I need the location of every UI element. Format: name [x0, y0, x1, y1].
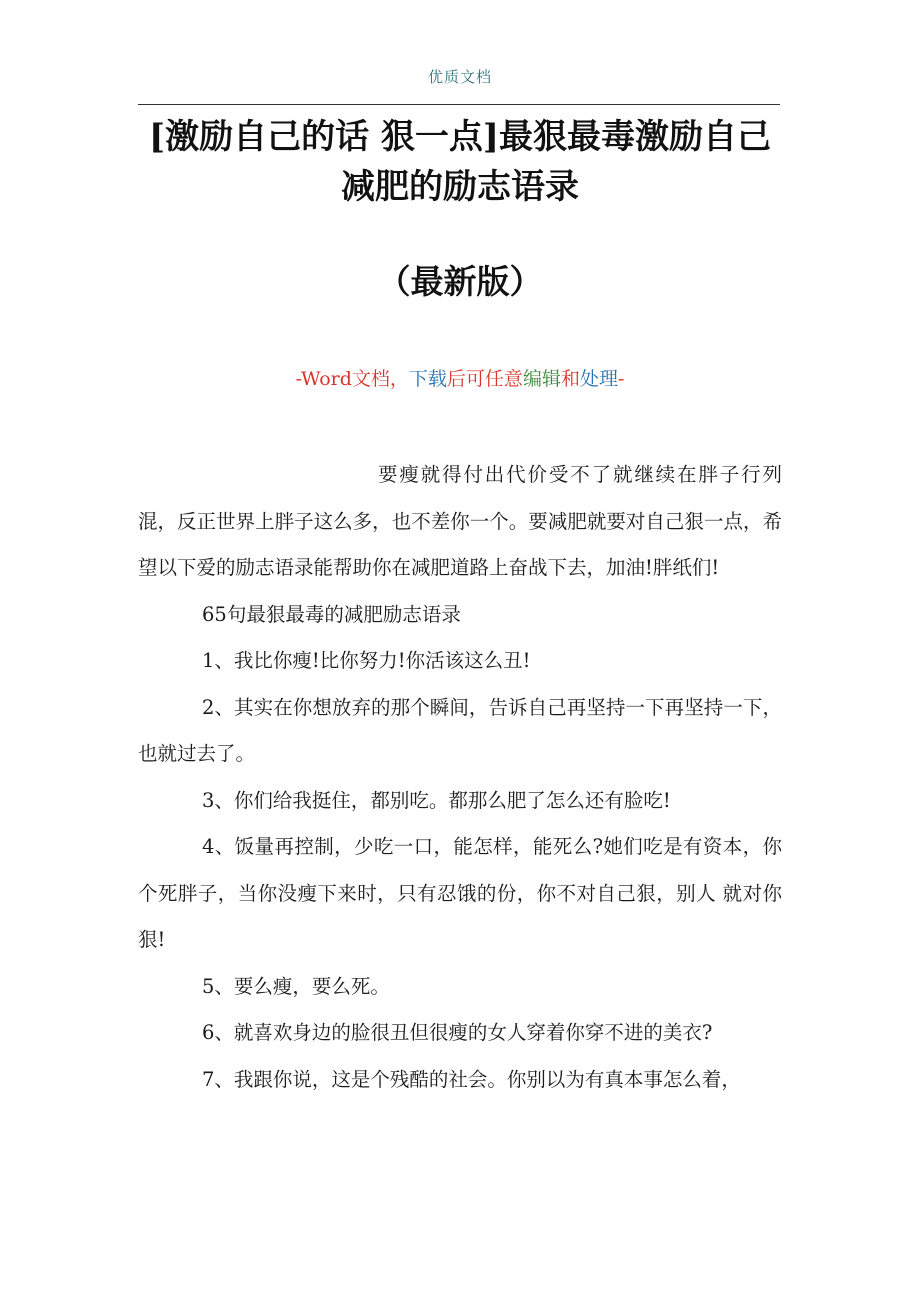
- promo-part-4: 后可任意: [446, 368, 523, 390]
- list-item: 2、其实在你想放弃的那个瞬间，告诉自己再坚持一下再坚持一下，也就过去了。: [138, 695, 782, 765]
- promo-part-5: 编辑: [522, 368, 561, 390]
- list-item: 3、你们给我挺住，都别吃。都那么肥了怎么还有脸吃!: [202, 788, 671, 812]
- list-item: 1、我比你瘦!比你努力!你活该这么丑!: [202, 649, 531, 672]
- promo-part-8: -: [617, 368, 625, 390]
- title-line-1: [激励自己的话 狠一点]最狠最毒激励自己: [148, 117, 771, 157]
- document-body: [138, 452, 782, 1103]
- header-label: 优质文档: [427, 68, 492, 86]
- section-heading: 65句最狠最毒的减肥励志语录: [202, 602, 461, 626]
- intro-paragraph: 要瘦就得付出代价受不了就继续在胖子行列混，反正世界上胖子这么多，也不差你一个。要减肥就要对自己狠一点，希望以下爱的励志语录能帮助你在减肥道路上奋战下去，加油!胖纸们!: [138, 463, 782, 579]
- document-subtitle: （最新版）: [377, 262, 543, 301]
- promo-part-2: 文档，: [351, 368, 409, 390]
- promo-part-7: 处理: [579, 368, 618, 390]
- promo-line: [0, 364, 920, 391]
- list-item: 7、我跟你说，这是个残酷的社会。你别以为有真本事怎么着，: [202, 1067, 741, 1091]
- promo-part-1: -Word: [295, 368, 352, 390]
- list-item: 4、饭量再控制，少吃一口，能怎样，能死么?她们吃是有资本，你个死胖子，当你没瘦下来时，只有忍饿的份，你不对自己狠，别人 就对你狠!: [138, 835, 782, 951]
- list-item: 6、就喜欢身边的脸很丑但很瘦的女人穿着你穿不进的美衣?: [202, 1021, 713, 1044]
- list-item: 5、要么瘦，要么死。: [202, 974, 390, 998]
- header-divider: [138, 104, 780, 105]
- document-title: [120, 112, 800, 212]
- promo-part-3: 下载: [408, 368, 447, 390]
- title-line-2: 减肥的励志语录: [341, 167, 579, 207]
- promo-part-6: 和: [560, 368, 580, 390]
